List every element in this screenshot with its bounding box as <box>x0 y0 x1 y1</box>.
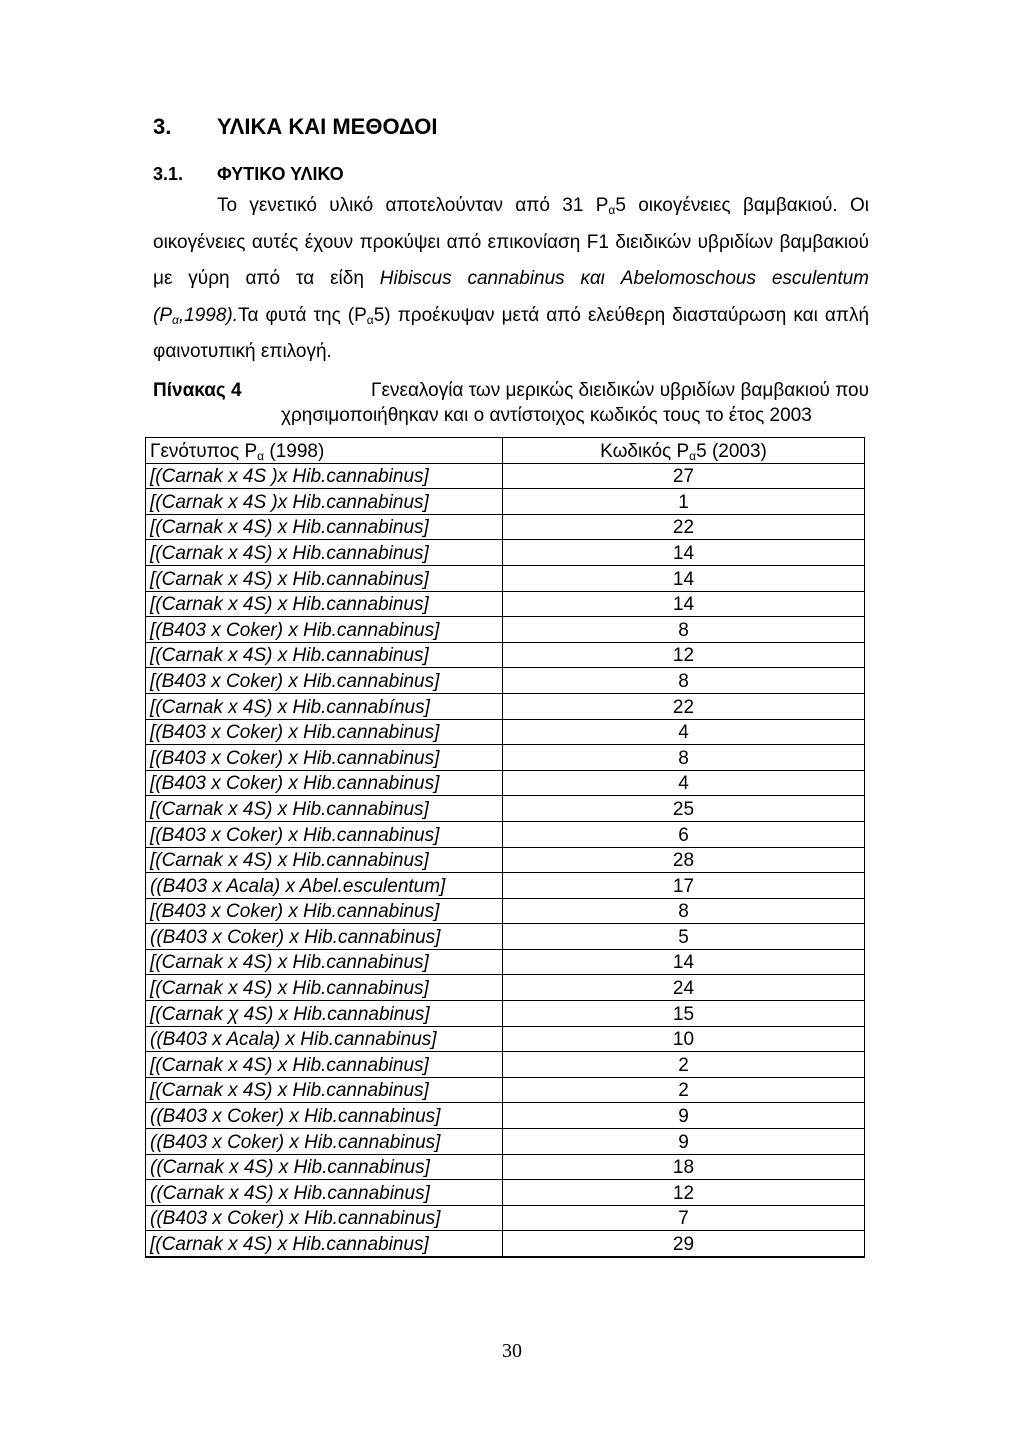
table-row <box>146 796 865 822</box>
section-title: ΥΛΙΚΑ ΚΑΙ ΜΕΘΟΔΟΙ <box>217 114 438 139</box>
genotype-cell: [(Carnak x 4S )x Hib.cannabinus] <box>146 489 503 515</box>
paragraph-text: και <box>564 268 621 289</box>
code-cell: 2 <box>503 1052 865 1078</box>
code-cell: 12 <box>503 642 865 668</box>
code-cell: 4 <box>503 719 865 745</box>
table-row <box>146 821 865 847</box>
genotype-cell: ((B403 x Coker) x Hib.cannabinus] <box>146 1129 503 1155</box>
genotype-cell: ((B403 x Acala) x Hib.cannabinus] <box>146 1026 503 1052</box>
genotype-cell: [(B403 x Coker) x Hib.cannabinus] <box>146 770 503 796</box>
caption-line-2: χρησιμοποιήθηκαν και ο αντίστοιχος κωδικός τους το έτος 2003 <box>281 405 812 426</box>
paragraph-text: 5 οικογένειες βαμβακιού. Οι οικογένειες αυτές έχουν προκύψει από επικονίαση F1 διειδικών υβριδίων βαμβακιού με γύρη από τα είδη <box>153 195 870 289</box>
genotype-cell: [(B403 x Coker) x Hib.cannabinus] <box>146 821 503 847</box>
species-name: Abelomoschous esculentum <box>620 268 869 289</box>
table-row <box>146 770 865 796</box>
table-row <box>146 463 865 489</box>
citation: ,1998). <box>178 304 238 326</box>
genotype-cell: [(Carnak x 4S) x Hib.cannabinus] <box>146 796 503 822</box>
genotype-cell: ((B403 x Coker) x Hib.cannabinus] <box>146 1205 503 1231</box>
genotype-cell: [(B403 x Coker) x Hib.cannabinus] <box>146 745 503 771</box>
genotype-cell: [(Carnak χ 4S) x Hib.cannabinus] <box>146 1001 503 1027</box>
table-row <box>146 1001 865 1027</box>
table-row <box>146 668 865 694</box>
table-row <box>146 975 865 1001</box>
paragraph-text: Το γενετικό υλικό αποτελούνταν από 31 P <box>217 195 609 216</box>
paragraph-text: Τα φυτά της (P <box>238 304 367 326</box>
code-cell: 22 <box>503 693 865 719</box>
genotype-cell: [(Carnak x 4S) x Hib.cannabinus] <box>146 1052 503 1078</box>
table-row <box>146 565 865 591</box>
code-cell: 2 <box>503 1077 865 1103</box>
code-cell: 14 <box>503 949 865 975</box>
header-genotype: Γενότυπος $P_\alpha$ (1998) <box>146 438 503 464</box>
genotype-cell: [(Carnak x 4S) x Hib.cannabinus] <box>146 1231 503 1257</box>
code-cell: 8 <box>503 898 865 924</box>
genotype-cell: ((Carnak x 4S) x Hib.cannabinus] <box>146 1154 503 1180</box>
table-row <box>146 1231 865 1257</box>
code-cell: 24 <box>503 975 865 1001</box>
table-row <box>146 1129 865 1155</box>
code-cell: 14 <box>503 540 865 566</box>
table-row <box>146 924 865 950</box>
code-cell: 8 <box>503 617 865 643</box>
code-cell: 9 <box>503 1103 865 1129</box>
genotype-cell: [(Carnak x 4S) x Hib.cannabinus] <box>146 514 503 540</box>
code-cell: 14 <box>503 591 865 617</box>
table-row <box>146 949 865 975</box>
table-row <box>146 898 865 924</box>
table-row <box>146 847 865 873</box>
table-row <box>146 642 865 668</box>
genotype-cell: [(Carnak x 4S) x Hib.cannabinus] <box>146 949 503 975</box>
section-number: 3. <box>153 114 172 139</box>
genotype-cell: [(B403 x Coker) x Hib.cannabinus] <box>146 617 503 643</box>
code-cell: 6 <box>503 821 865 847</box>
subscript: α <box>608 203 616 217</box>
code-cell: 8 <box>503 745 865 771</box>
genotype-cell: [(Carnak x 4S )x Hib.cannabinus] <box>146 463 503 489</box>
genotype-cell: [(Carnak x 4S) x Hib.cannabinus] <box>146 591 503 617</box>
table-row <box>146 1077 865 1103</box>
genotype-cell: [(B403 x Coker) x Hib.cannabinus] <box>146 898 503 924</box>
table-row <box>146 745 865 771</box>
table-row <box>146 1154 865 1180</box>
genotype-cell: [(Carnak x 4S) x Hib.cannabinus] <box>146 565 503 591</box>
table-row <box>146 617 865 643</box>
code-cell: 5 <box>503 924 865 950</box>
species-name: Hibiscus cannabinus <box>379 268 565 289</box>
table-row <box>146 1052 865 1078</box>
code-cell: 29 <box>503 1231 865 1257</box>
table-row <box>146 1180 865 1206</box>
genotype-cell: ((B403 x Coker) x Hib.cannabinus] <box>146 924 503 950</box>
paragraph-text: 5) προέκυψαν μετά από ελεύθερη διασταύρωση και απλή φαινοτυπική επιλογή. <box>153 304 870 362</box>
code-cell: 15 <box>503 1001 865 1027</box>
genotype-cell: ((Carnak x 4S) x Hib.cannabinus] <box>146 1180 503 1206</box>
code-cell: 22 <box>503 514 865 540</box>
table-row <box>146 1026 865 1052</box>
code-cell: 25 <box>503 796 865 822</box>
code-cell: 7 <box>503 1205 865 1231</box>
code-cell: 1 <box>503 489 865 515</box>
genotype-cell: [(Carnak x 4S) x Hib.cannabinus] <box>146 1077 503 1103</box>
genotype-table <box>145 437 865 1258</box>
code-cell: 18 <box>503 1154 865 1180</box>
table-row <box>146 591 865 617</box>
section-heading <box>153 114 437 140</box>
table-row <box>146 1205 865 1231</box>
subscript: α <box>172 312 179 327</box>
table-row <box>146 1103 865 1129</box>
code-cell: 8 <box>503 668 865 694</box>
header-code: Κωδικός $P_\alpha 5$ (2003) <box>503 438 865 464</box>
code-cell: 28 <box>503 847 865 873</box>
table-header-row <box>146 438 865 464</box>
table-row <box>146 514 865 540</box>
code-cell: 27 <box>503 463 865 489</box>
code-cell: 9 <box>503 1129 865 1155</box>
code-cell: 4 <box>503 770 865 796</box>
table-caption <box>153 378 869 428</box>
table-row <box>146 489 865 515</box>
citation: (P <box>153 304 172 326</box>
page-number: 30 <box>502 1340 522 1362</box>
body-paragraph <box>153 188 869 371</box>
genotype-cell: [(Carnak x 4S) x Hib.cannabinus] <box>146 540 503 566</box>
table-filler-row <box>146 1257 865 1258</box>
genotype-cell: ((B403 x Acala) x Abel.esculentum] <box>146 873 503 899</box>
genotype-cell: [(Carnak x 4S) x Hib.cannabinus] <box>146 847 503 873</box>
subscript: α <box>366 312 374 327</box>
code-cell: 12 <box>503 1180 865 1206</box>
genotype-cell: [(B403 x Coker) x Hib.cannabinus] <box>146 668 503 694</box>
subsection-title: ΦΥΤΙΚΟ ΥΛΙΚΟ <box>217 164 344 184</box>
table-row <box>146 540 865 566</box>
genotype-cell: [(Carnak x 4S) x Hib.cannabinus] <box>146 975 503 1001</box>
genotype-cell: ((B403 x Coker) x Hib.cannabinus] <box>146 1103 503 1129</box>
subsection-heading <box>153 164 344 185</box>
table-row <box>146 693 865 719</box>
subsection-number: 3.1. <box>153 164 184 184</box>
genotype-cell: [(B403 x Coker) x Hib.cannabinus] <box>146 719 503 745</box>
code-cell: 14 <box>503 565 865 591</box>
table-row <box>146 873 865 899</box>
table-row <box>146 719 865 745</box>
caption-line-1: Γενεαλογία των μερικώς διειδικών υβριδίων βαμβακιού που <box>371 380 869 401</box>
caption-label: Πίνακας 4 <box>153 380 242 401</box>
genotype-cell: [(Carnak x 4S) x Hib.cannabinus] <box>146 642 503 668</box>
genotype-cell: [(Carnak x 4S) x Hib.cannabínus] <box>146 693 503 719</box>
code-cell: 10 <box>503 1026 865 1052</box>
code-cell: 17 <box>503 873 865 899</box>
